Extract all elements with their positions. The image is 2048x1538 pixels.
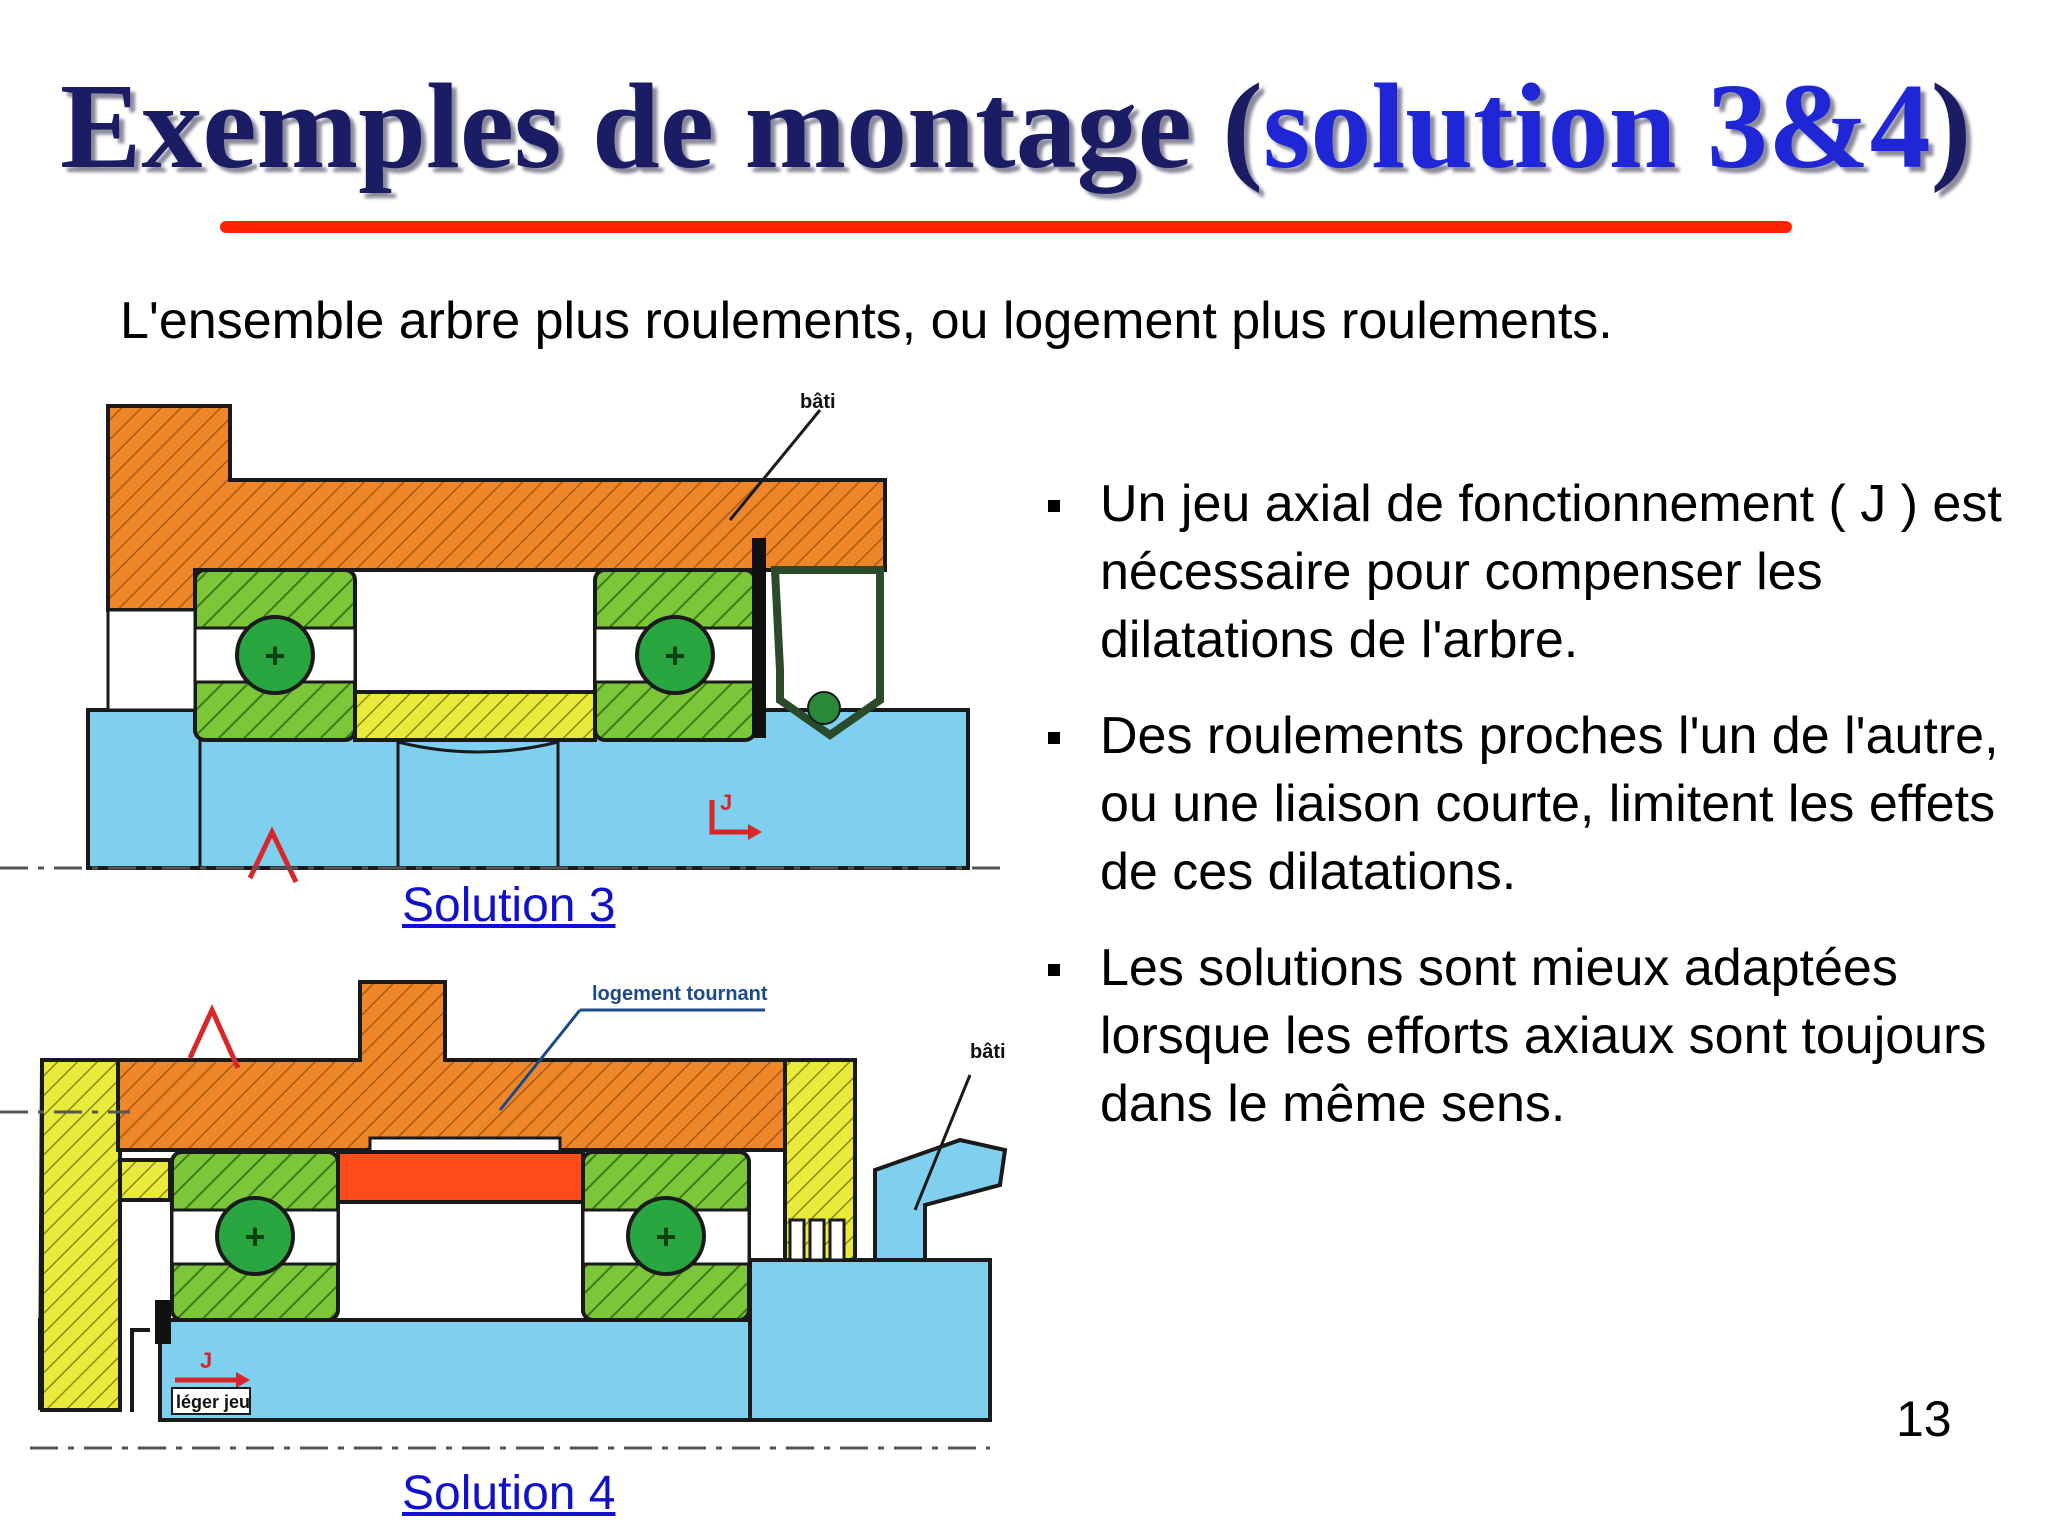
svg-text:+: + (244, 1216, 266, 1257)
bullet-text: Des roulements proches l'un de l'autre, ou une liaison courte, limitent les effets de ces dilatations. (1100, 707, 1999, 901)
svg-text:+: + (655, 1216, 677, 1257)
spacer-3 (355, 692, 595, 740)
bullet-marker (1048, 732, 1060, 744)
subtitle: L'ensemble arbre plus roulements, ou logement plus roulements. (120, 292, 1613, 350)
label-leger-jeu: léger jeu (176, 1392, 251, 1412)
solution-4-drawing (0, 960, 1020, 1460)
caption-solution-4[interactable]: Solution 4 (402, 1467, 616, 1520)
label-logement-tournant: logement tournant (592, 983, 768, 1005)
bullet-text: Les solutions sont mieux adaptées lorsque les efforts axiaux sont toujours dans le même sens. (1100, 939, 1987, 1133)
bullet-marker (1048, 500, 1060, 512)
bullet-text: Un jeu axial de fonctionnement ( J ) est nécessaire pour compenser les dilatations de l'arbre. (1100, 475, 2002, 669)
bearing-right-4 (583, 1152, 749, 1320)
bullet-item (1040, 934, 2030, 1138)
title-close: ) (1930, 59, 1972, 194)
bullet-marker (1048, 964, 1060, 976)
label-j-3: J (720, 790, 733, 815)
title-underline (220, 221, 1792, 233)
label-bati-4: bâti (970, 1041, 1006, 1063)
svg-text:+: + (664, 635, 686, 676)
page-number: 13 (1896, 1391, 1952, 1447)
bearing-right-3 (595, 570, 755, 740)
bullet-item (1040, 702, 2030, 906)
title-accent: solution 3&4 (1262, 59, 1931, 194)
title-main: Exemples de montage ( (60, 59, 1263, 194)
slide-title (60, 52, 2020, 202)
spacer-4 (338, 1152, 583, 1202)
solution-3-drawing (0, 370, 1020, 890)
label-bati-3: bâti (800, 391, 836, 413)
caption-solution-3[interactable]: Solution 3 (402, 879, 616, 932)
bearing-left-4 (172, 1152, 338, 1320)
bullet-item (1040, 470, 2030, 674)
bearing-left-3 (195, 570, 355, 740)
bullet-list (1040, 470, 2030, 1166)
svg-text:+: + (264, 635, 286, 676)
label-j-4: J (200, 1348, 213, 1373)
